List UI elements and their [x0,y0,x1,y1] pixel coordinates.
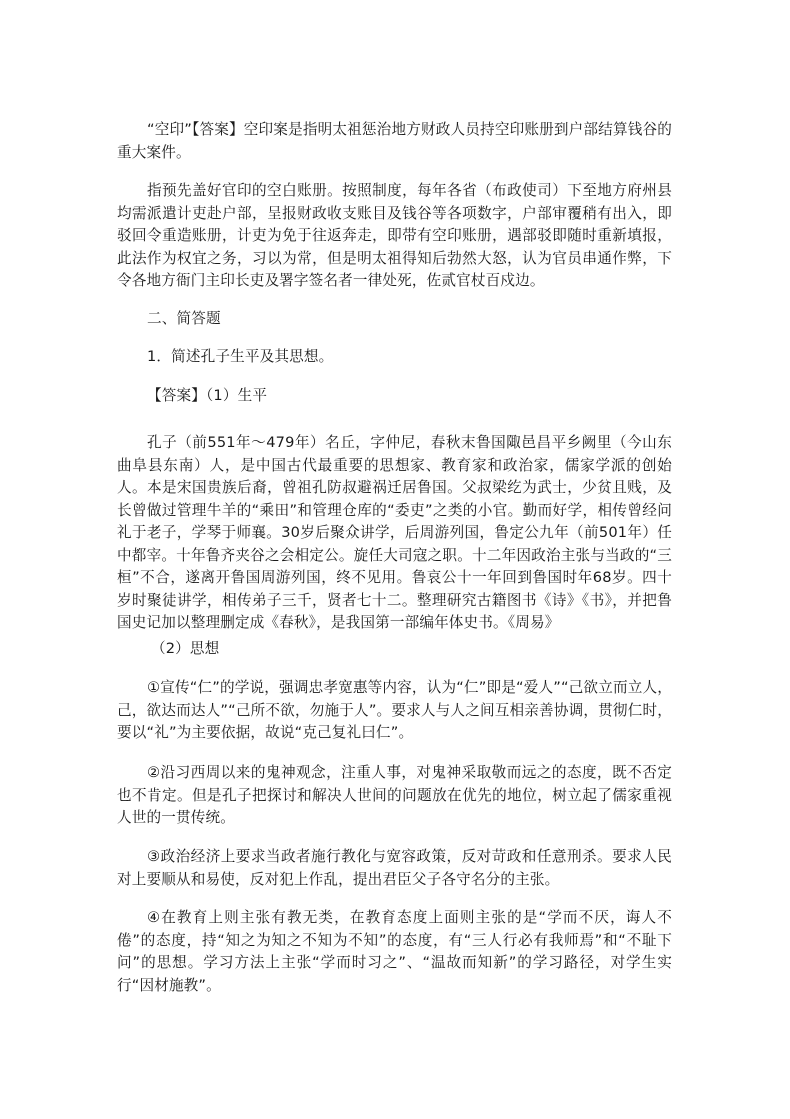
thought-heading: （2）思想 [151,640,220,657]
section-heading-short-answer: 二、简答题 [147,310,221,327]
thought-item-4: ④在教育上则主张有教无类，在教育态度上面则主张的是“学而不厌，诲人不倦”的态度，持“知之为知之不知为不知”的态度，有“三人行必有我师焉”和“不耻下问”的思想。学习方法上主张“学而时习之”、“温故而知新”的学习路径，对学生实行“因材施教”。 [117,909,672,994]
thought-item-2: ②沿习西周以来的鬼神观念，注重人事，对鬼神采取敬而远之的态度，既不否定也不肯定。但是孔子把探讨和解决人世间的问题放在优先的地位，树立起了儒家重视人世的一贯传统。 [117,764,672,826]
paragraph-kongyin-explanation: 指预先盖好官印的空白账册。按照制度，每年各省（布政使司）下至地方府州县均需派遣计吏赴户部，呈报财政收支账目及钱谷等各项数字，户部审覆稍有出入，即驳回令重造账册，计吏为免于往返奔走，即带有空印账册，遇部驳即随时重新填报，此法作为权宜之务，习以为常，但是明太祖得知后勃然大怒，认为官员串通作弊，下令各地方衙门主印长吏及署字签名者一律处死，佐贰官杖百戍边。 [117,182,672,289]
paragraph-confucius-life: 孔子（前551年～479年）名丘，字仲尼，春秋末鲁国陬邑昌平乡阙里（今山东曲阜县东南）人，是中国古代最重要的思想家、教育家和政治家，儒家学派的创始人。本是宋国贵族后裔，曾祖孔防叔避祸迁居鲁国。父叔梁纥为武士，少贫且贱，及长曾做过管理牛羊的“乘田”和管理仓库的“委吏”之类的小官。勤而好学，相传曾经问礼于老子，学琴于师襄。30岁后聚众讲学，后周游列国，鲁定公九年（前501年）任中都宰。十年鲁齐夹谷之会相定公。旋任大司寇之职。十二年因政治主张与当政的“三桓”不合，遂离开鲁国周游列国，终不见用。鲁哀公十一年回到鲁国时年68岁。四十岁时聚徒讲学，相传弟子三千，贤者七十二。整理研究古籍图书《诗》《书》，并把鲁国史记加以整理删定成《春秋》，是我国第一部编年体史书。《周易》 [117,434,672,631]
thought-item-3: ③政治经济上要求当政者施行教化与宽容政策，反对苛政和任意刑杀。要求人民对上要顺从和易使，反对犯上作乱，提出君臣父子各守名分的主张。 [117,848,672,888]
thought-item-1: ①宣传“仁”的学说，强调忠孝宽惠等内容，认为“仁”即是“爱人”“己欲立而立人，己，欲达而达人”“己所不欲，勿施于人”。要求人与人之间互相亲善协调，贯彻仁时，要以“礼”为主要依据，故说“克己复礼曰仁”。 [117,679,672,741]
paragraph-kongyin-answer: “空印”【答案】空印案是指明太祖惩治地方财政人员持空印账册到户部结算钱谷的重大案件。 [117,121,672,161]
answer-life-heading: 【答案】（1）生平 [147,387,268,404]
question-confucius: 1．简述孔子生平及其思想。 [147,348,334,365]
